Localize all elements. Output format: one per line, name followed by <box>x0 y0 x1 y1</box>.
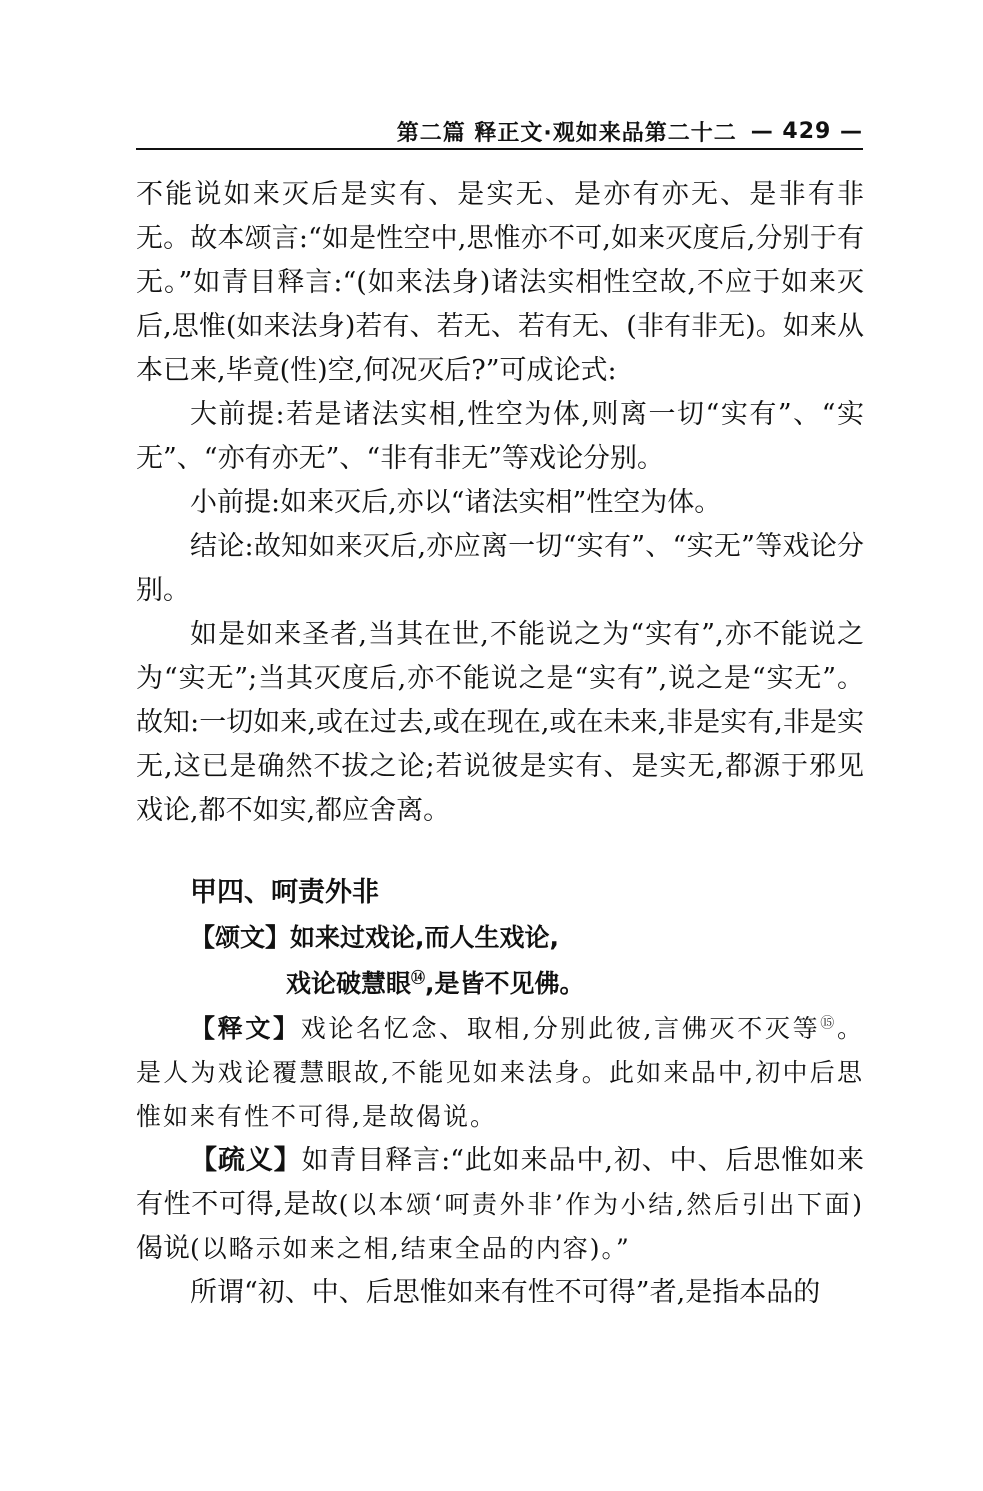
commentary-paragraph <box>136 1139 864 1271</box>
paragraph-minor-premise: 小前提:如来灭后,亦以“诸法实相”性空为体。 <box>190 487 722 518</box>
verse-text-1: 如来过戏论,而人生戏论, <box>290 923 560 952</box>
commentary-text-a: 如青目释言:“此如来品中,初、中、后思惟如来有性不可得,是故 <box>136 1145 865 1220</box>
paragraph-conclusion: 结论:故知如来灭后,亦应离一切“实有”、“实无”等戏论分别。 <box>136 531 864 606</box>
footnote-marker-14: ⑭ <box>411 970 426 987</box>
commentary-label: 【疏义】 <box>190 1145 302 1176</box>
verse-line-1 <box>136 915 864 961</box>
page-number: — 429 — <box>750 118 863 144</box>
running-header <box>136 114 863 150</box>
explanation-label: 【释文】 <box>190 1014 301 1043</box>
paragraph-last: 所谓“初、中、后思惟如来有性不可得”者,是指本品的 <box>190 1277 821 1308</box>
header-title: 第二篇 释正文·观如来品第二十二 <box>396 120 737 146</box>
verse-line-2 <box>136 961 864 1007</box>
paragraph-major-premise: 大前提:若是诸法实相,性空为体,则离一切“实有”、“实无”、“亦有亦无”、“非有非无”等戏论分别。 <box>136 399 864 474</box>
explanation-paragraph <box>136 1007 864 1139</box>
page-body <box>136 173 864 1315</box>
footnote-marker-15: ⑮ <box>820 1015 837 1032</box>
verse-text-2b: ,是皆不见佛。 <box>425 969 585 998</box>
verse-label: 【颂文】 <box>190 923 291 952</box>
commentary-text-b: (以本颂‘呵责外非’作为小结,然后引出下面) <box>338 1190 864 1219</box>
paragraph-intro: 不能说如来灭后是实有、是实无、是亦有亦无、是非有非无。故本颂言:“如是性空中,思惟亦不可,如来灭度后,分别于有无。”如青目释言:“(如来法身)诸法实相性空故,不应于如来灭后,思惟(如来法身)若有、若无、若有无、(非有非无)。如来从本已来,毕竟(性)空,何况灭后?”可成论式: <box>136 179 864 386</box>
commentary-text-c: 偈说 <box>136 1233 190 1264</box>
explanation-text-b: 。是人为戏论覆慧眼故,不能见如来法身。此如来品中,初中后思惟如来有性不可得,是故偈说。 <box>136 1014 864 1131</box>
explanation-text-a: 戏论名忆念、取相,分别此彼,言佛灭不灭等 <box>300 1014 821 1043</box>
section-heading: 甲四、呵责外非 <box>190 877 379 908</box>
verse-text-2a: 戏论破慧眼 <box>286 969 412 998</box>
commentary-text-d: (以略示如来之相,结束全品的内容)。” <box>190 1234 631 1263</box>
paragraph-summary: 如是如来圣者,当其在世,不能说之为“实有”,亦不能说之为“实无”;当其灭度后,亦不能说之是“实有”,说之是“实无”。故知:一切如来,或在过去,或在现在,或在未来,非是实有,非是实无,这已是确然不拔之论;若说彼是实有、是实无,都源于邪见戏论,都不如实,都应舍离。 <box>136 619 864 826</box>
